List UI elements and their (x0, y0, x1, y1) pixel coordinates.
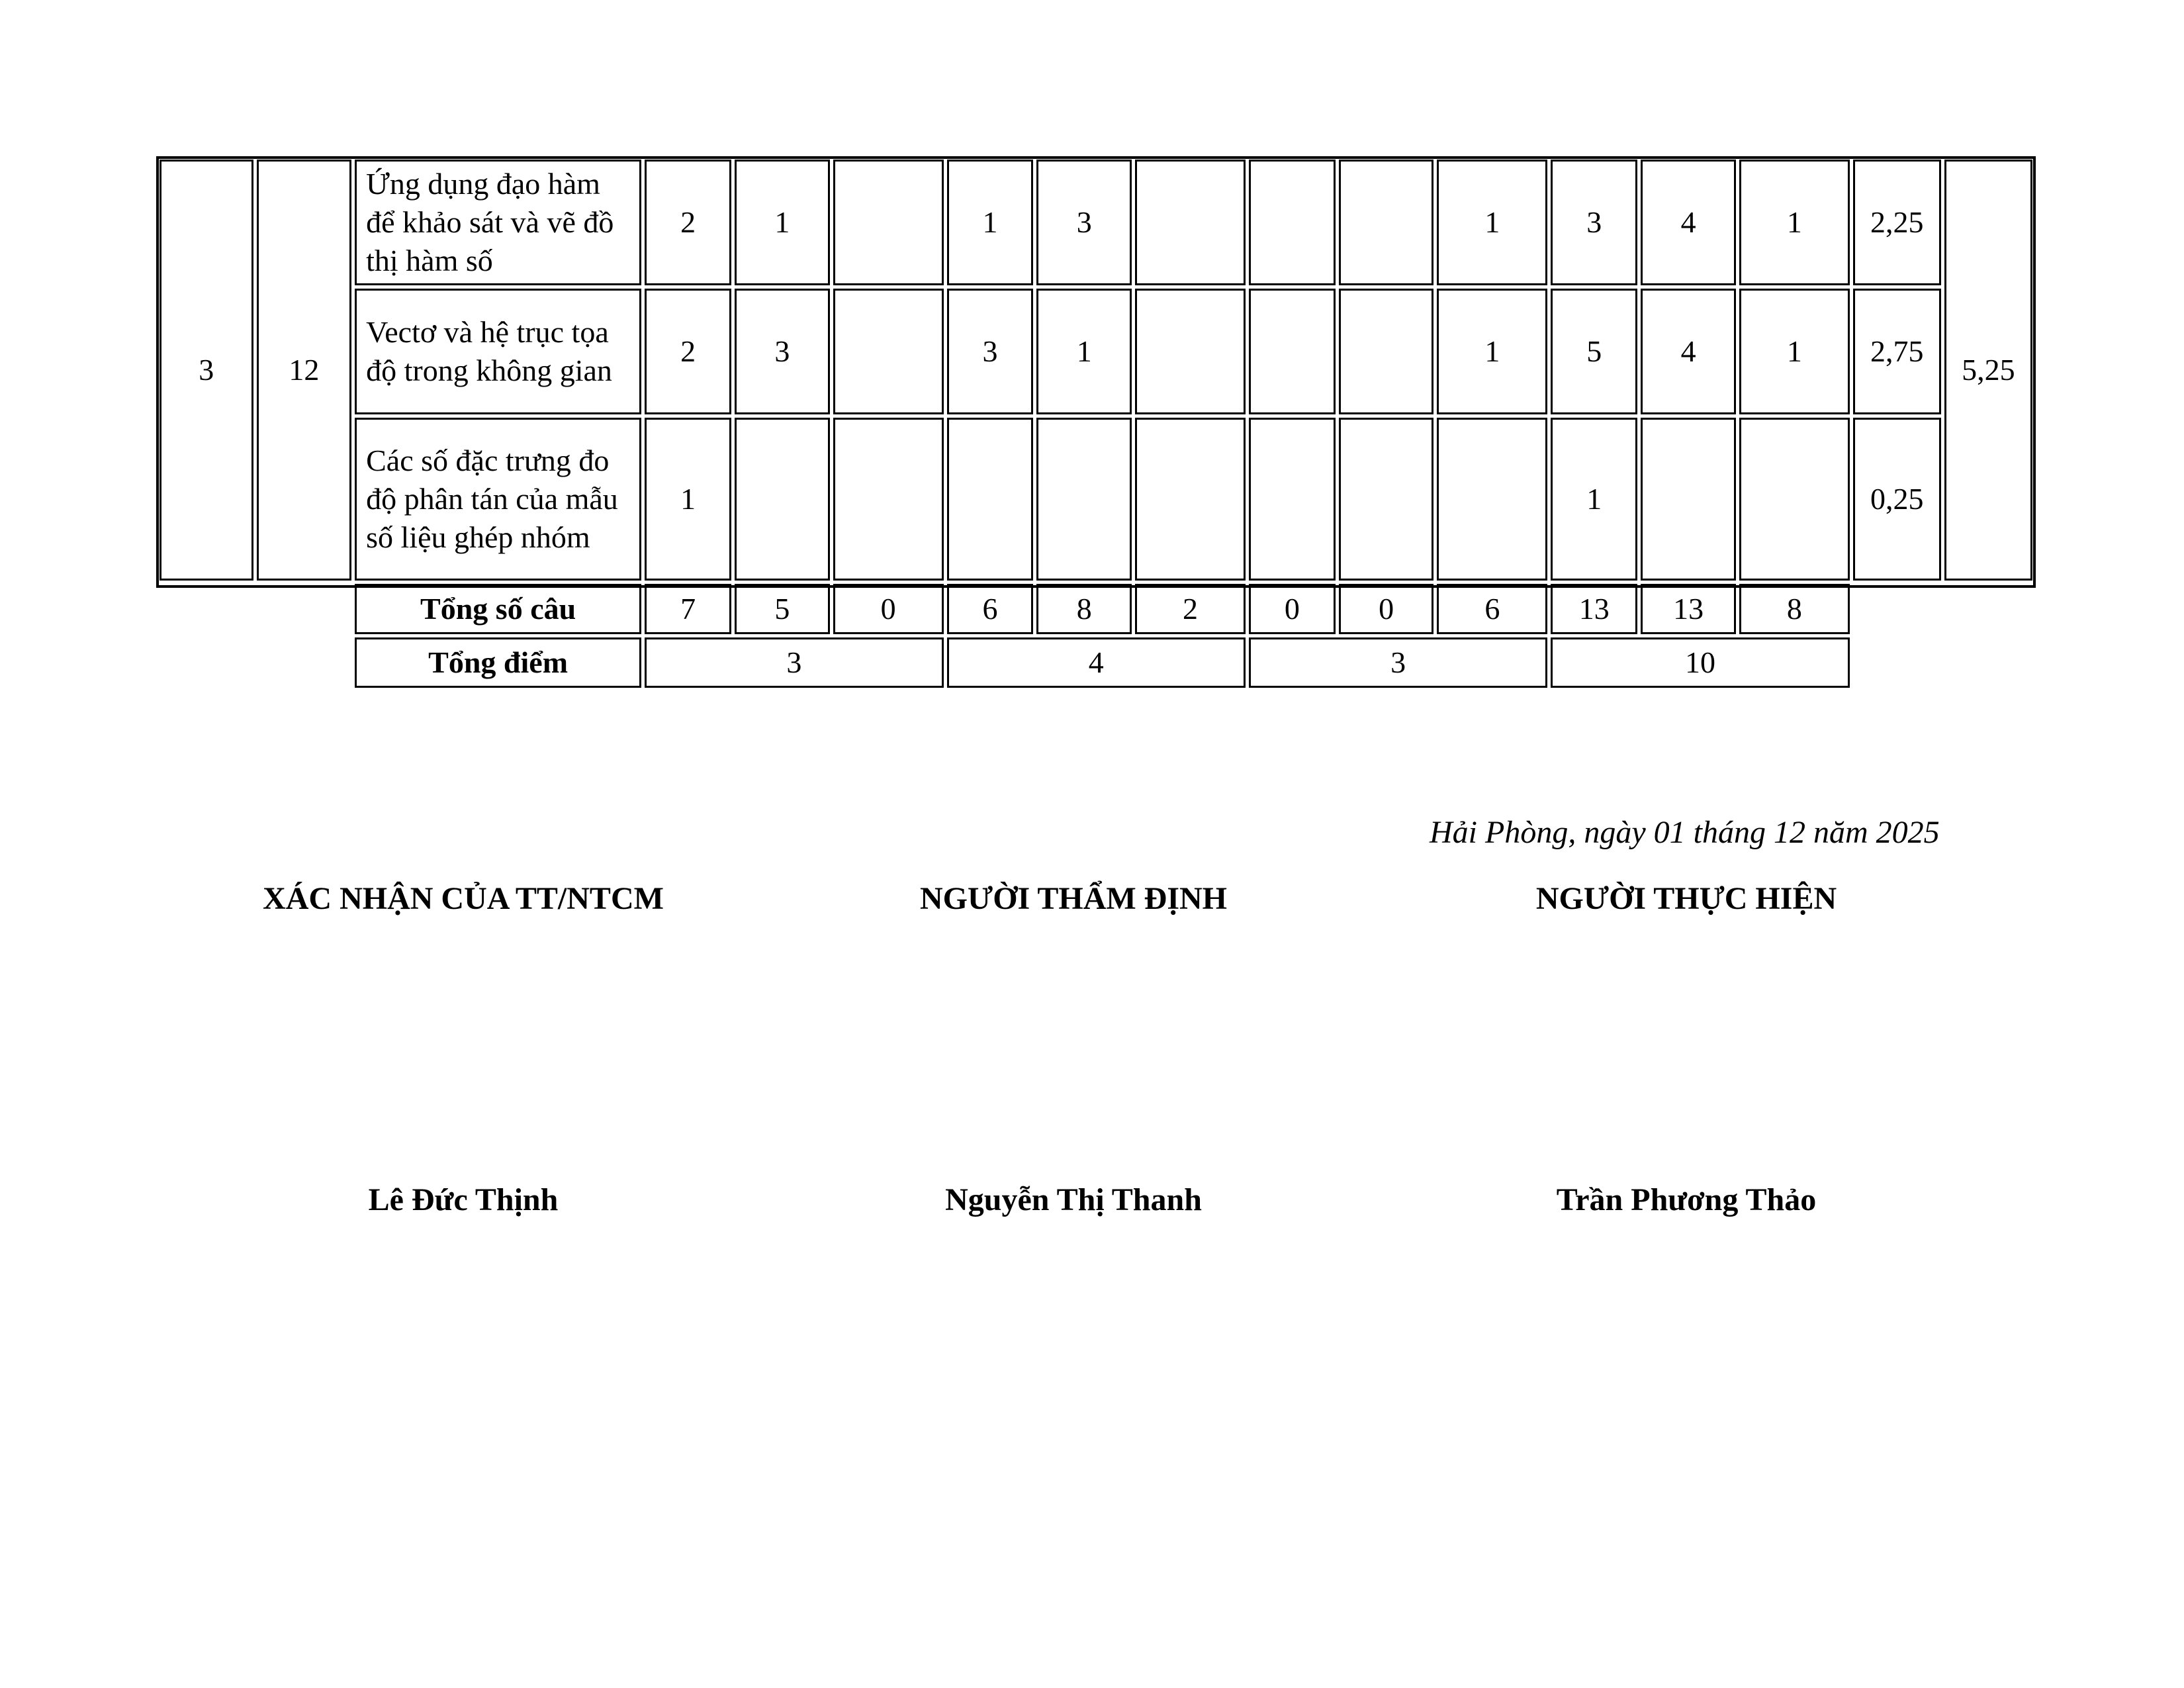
count-cell: 2 (645, 160, 731, 285)
count-cell (947, 418, 1034, 581)
total-cell: 0 (1249, 584, 1336, 634)
count-cell (1249, 160, 1336, 285)
stt-cell: 3 (159, 160, 253, 581)
group-total-cell: 5,25 (1944, 160, 2032, 581)
count-cell (1135, 289, 1246, 414)
count-cell (833, 418, 944, 581)
count-cell: 5 (1551, 289, 1637, 414)
points-cell: 4 (947, 637, 1246, 688)
table-row (159, 289, 2032, 414)
count-cell (1339, 160, 1434, 285)
place-date: Hải Phòng, ngày 01 tháng 12 năm 2025 (1430, 815, 1940, 850)
total-cell: 0 (833, 584, 944, 634)
points-cell: 10 (1551, 637, 1849, 688)
signature-name-reviewer: Nguyễn Thị Thanh (945, 1182, 1202, 1217)
signature-name-author: Trần Phương Thảo (1556, 1182, 1817, 1217)
table-row (159, 418, 2032, 581)
total-cell: 8 (1036, 584, 1132, 634)
signature-title-reviewer: NGƯỜI THẨM ĐỊNH (919, 881, 1227, 916)
total-cell: 8 (1739, 584, 1850, 634)
total-cell: 6 (1437, 584, 1547, 634)
total-cell: 13 (1551, 584, 1637, 634)
table-row (159, 160, 2032, 285)
score-cell: 2,25 (1853, 160, 1941, 285)
count-cell (1135, 160, 1246, 285)
total-cell: 6 (947, 584, 1034, 634)
count-cell: 3 (1551, 160, 1637, 285)
points-cell: 3 (1249, 637, 1547, 688)
count-cell (1339, 289, 1434, 414)
score-cell: 2,75 (1853, 289, 1941, 414)
signature-title-author: NGƯỜI THỰC HIỆN (1535, 881, 1837, 916)
count-cell: 4 (1641, 289, 1736, 414)
count-cell (1739, 418, 1850, 581)
total-cell: 5 (735, 584, 830, 634)
count-cell (1036, 418, 1132, 581)
total-points-row (159, 637, 2032, 688)
total-questions-label: Tổng số câu (355, 584, 641, 634)
count-cell: 3 (735, 289, 830, 414)
topic-cell: Các số đặc trưng đo độ phân tán của mẫu số liệu ghép nhóm (355, 418, 641, 581)
total-points-label: Tổng điểm (355, 637, 641, 688)
count-cell: 1 (1437, 289, 1547, 414)
count-cell: 1 (1739, 160, 1850, 285)
topic-cell: Ứng dụng đạo hàm để khảo sát và vẽ đồ thị hàm số (355, 160, 641, 285)
count-cell (1249, 418, 1336, 581)
assessment-matrix-table (156, 156, 2036, 691)
count-cell: 1 (1437, 160, 1547, 285)
count-cell: 1 (947, 160, 1034, 285)
count-cell (833, 160, 944, 285)
count-cell (1135, 418, 1246, 581)
grade-cell: 12 (257, 160, 352, 581)
signature-title-confirm: XÁC NHẬN CỦA TT/NTCM (263, 881, 664, 916)
points-cell: 3 (645, 637, 943, 688)
count-cell (1249, 289, 1336, 414)
count-cell (1339, 418, 1434, 581)
total-cell: 2 (1135, 584, 1246, 634)
total-cell: 13 (1641, 584, 1736, 634)
count-cell: 1 (1036, 289, 1132, 414)
count-cell: 1 (1739, 289, 1850, 414)
count-cell: 2 (645, 289, 731, 414)
count-cell (735, 418, 830, 581)
total-cell: 7 (645, 584, 731, 634)
count-cell: 1 (645, 418, 731, 581)
score-cell: 0,25 (1853, 418, 1941, 581)
count-cell: 1 (735, 160, 830, 285)
count-cell (1437, 418, 1547, 581)
count-cell: 3 (947, 289, 1034, 414)
count-cell: 1 (1551, 418, 1637, 581)
count-cell: 4 (1641, 160, 1736, 285)
total-cell: 0 (1339, 584, 1434, 634)
topic-cell: Vectơ và hệ trục tọa độ trong không gian (355, 289, 641, 414)
total-questions-row (159, 584, 2032, 634)
count-cell (1641, 418, 1736, 581)
count-cell: 3 (1036, 160, 1132, 285)
count-cell (833, 289, 944, 414)
signature-name-confirm: Lê Đức Thịnh (368, 1182, 559, 1217)
